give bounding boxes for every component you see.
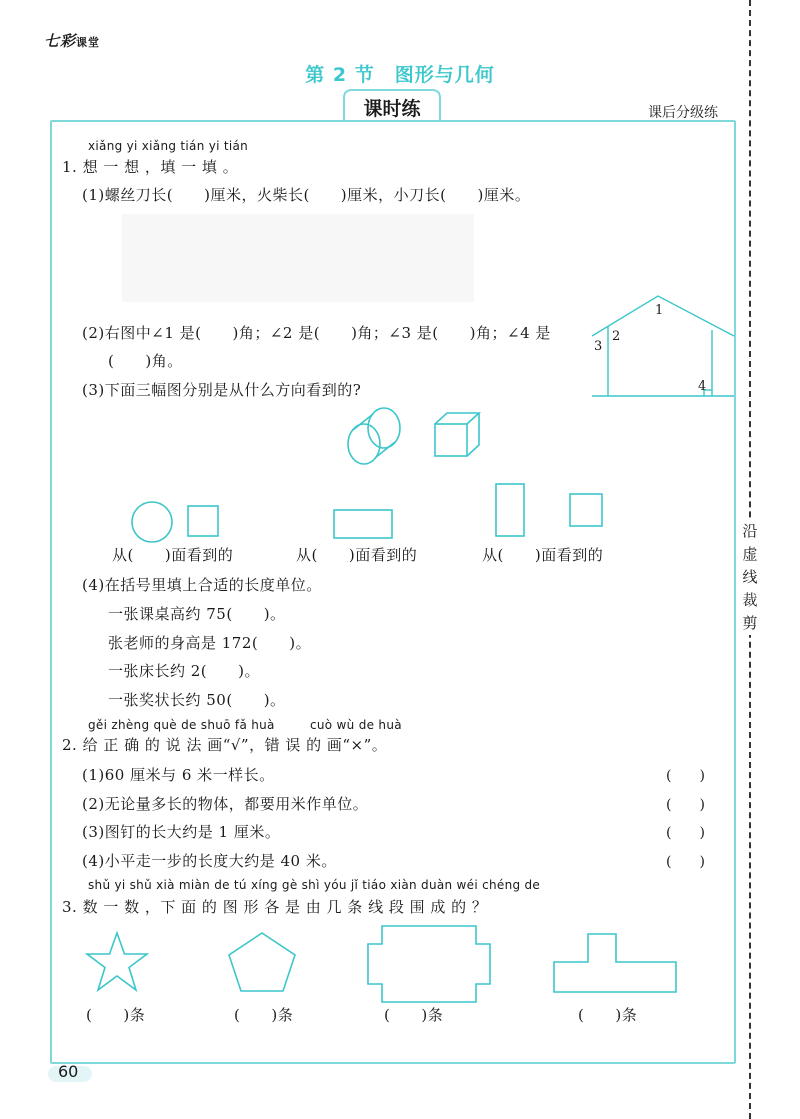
- unit-item-2: 张老师的身高是 172( )。: [108, 634, 312, 652]
- cube-figure: [432, 410, 482, 460]
- q1-part2-line1: (2)右图中∠1 是( )角；∠2 是( )角；∠3 是( )角；∠4 是: [82, 324, 551, 342]
- judge-item-1: (1)60 厘米与 6 米一样长。: [82, 766, 275, 784]
- q1-part3: (3)下面三幅图分别是从什么方向看到的?: [82, 381, 362, 399]
- angle-label-3: 3: [594, 339, 603, 354]
- segment-answer-2[interactable]: ( )条: [234, 1006, 294, 1024]
- cylinder-figure: [344, 406, 408, 466]
- brand-logo: [44, 30, 100, 51]
- page-number: 60: [58, 1062, 79, 1081]
- judge-answer-box-4[interactable]: ( ): [666, 854, 705, 870]
- segment-answer-4[interactable]: ( )条: [578, 1006, 638, 1024]
- q2-title: 2. 给 正 确 的 说 法 画“√”，错 误 的 画“×”。: [62, 736, 388, 754]
- view-answer-1: 从( )面看到的: [112, 546, 234, 564]
- unit-item-3: 一张床长约 2( )。: [108, 662, 261, 680]
- view-square-2: [568, 492, 604, 528]
- tab-label: 课时练: [363, 98, 421, 120]
- house-diagram: [588, 290, 738, 400]
- unit-item-1: 一张课桌高约 75( )。: [108, 605, 286, 623]
- segment-answer-1[interactable]: ( )条: [86, 1006, 146, 1024]
- judge-item-4: (4)小平走一步的长度大约是 40 米。: [82, 852, 337, 870]
- view-square-1: [186, 504, 220, 538]
- star-shape: [84, 930, 150, 994]
- q1-part1: (1)螺丝刀长( )厘米，火柴长( )厘米，小刀长( )厘米。: [82, 186, 531, 204]
- judge-answer-box-1[interactable]: ( ): [666, 768, 705, 784]
- angle-label-4: 4: [698, 379, 707, 394]
- angle-label-2: 2: [612, 329, 621, 344]
- brand-sub: 课堂: [76, 36, 101, 49]
- q2-pinyin-b: cuò wù de huà: [310, 718, 402, 732]
- view-rectangle-wide: [332, 508, 394, 540]
- cross-shape: [366, 924, 492, 1004]
- q3-pinyin: shǔ yi shǔ xià miàn de tú xíng gè shì yóu jǐ tiáo xiàn duàn wéi chéng de: [88, 878, 541, 892]
- ruler-image-area: [122, 214, 474, 302]
- judge-item-3: (3)图钉的长大约是 1 厘米。: [82, 823, 281, 841]
- judge-answer-box-2[interactable]: ( ): [666, 797, 705, 813]
- section-title: 第 2 节 图形与几何: [305, 64, 495, 86]
- q1-part4: (4)在括号里填上合适的长度单位。: [82, 576, 322, 594]
- judge-item-2: (2)无论量多长的物体，都要用米作单位。: [82, 795, 369, 813]
- view-answer-3: 从( )面看到的: [482, 546, 604, 564]
- level-label: 课后分级练: [648, 105, 718, 121]
- brand-name: 七彩: [44, 32, 77, 50]
- judge-answer-box-3[interactable]: ( ): [666, 825, 705, 841]
- q1-title: 1. 想 一 想 ，填 一 填 。: [62, 158, 239, 176]
- t-shape: [552, 932, 678, 994]
- q1-part2-line2: ( )角。: [108, 352, 183, 370]
- cut-label: 沿虚线裁剪: [740, 520, 760, 635]
- view-answer-2: 从( )面看到的: [296, 546, 418, 564]
- q1-pinyin: xiǎng yi xiǎng tián yi tián: [88, 139, 249, 153]
- q2-pinyin-a: gěi zhèng què de shuō fǎ huà: [88, 718, 275, 732]
- pentagon-shape: [226, 930, 298, 994]
- view-rectangle-tall: [494, 482, 526, 538]
- angle-label-1: 1: [655, 303, 664, 318]
- segment-answer-3[interactable]: ( )条: [384, 1006, 444, 1024]
- unit-item-4: 一张奖状长约 50( )。: [108, 691, 286, 709]
- q3-title: 3. 数 一 数 ，下 面 的 图 形 各 是 由 几 条 线 段 围 成 的 ？: [62, 898, 488, 916]
- view-circle: [130, 500, 174, 544]
